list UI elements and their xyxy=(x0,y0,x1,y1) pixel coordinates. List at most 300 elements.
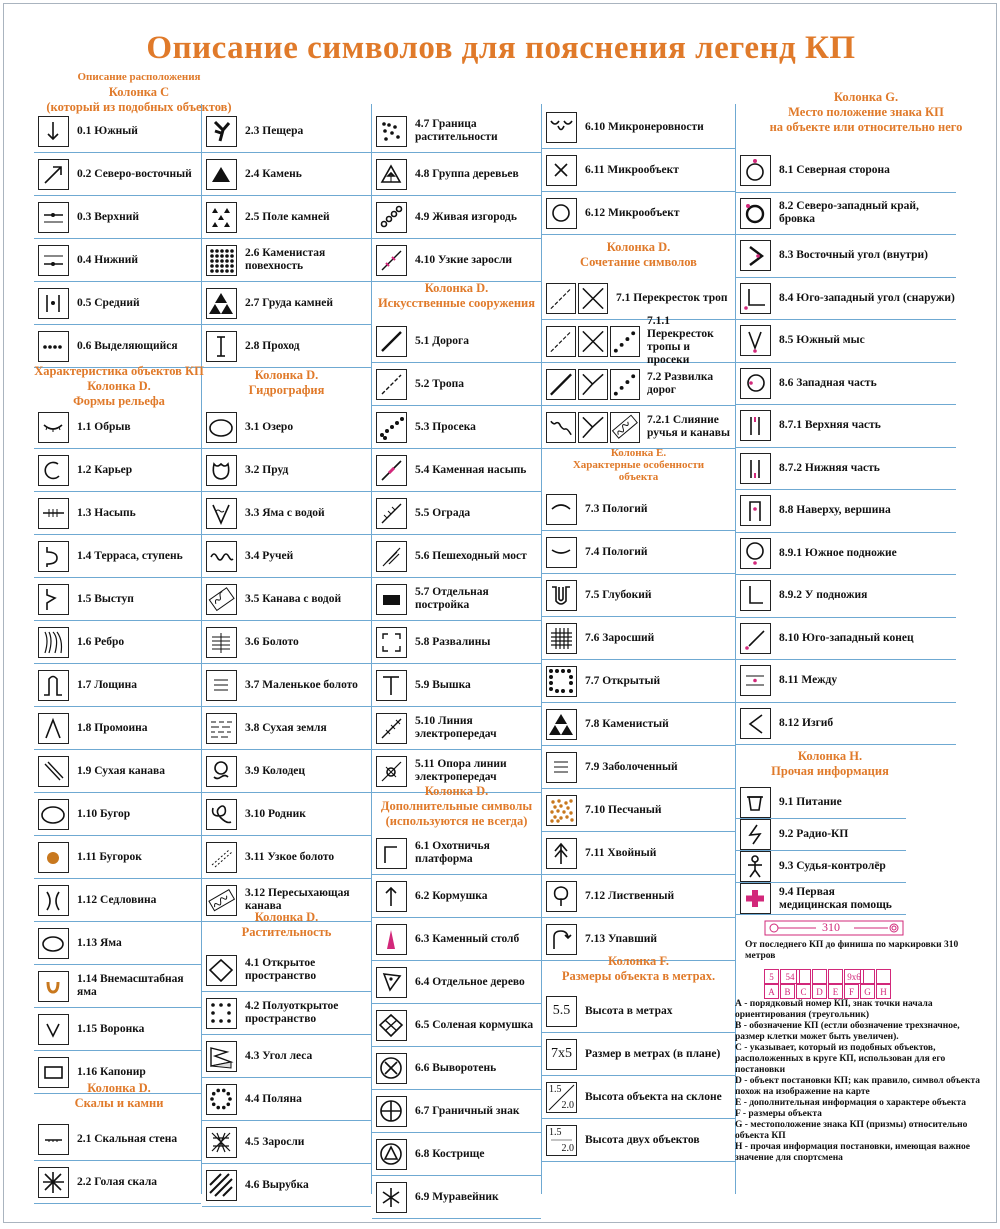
symbol-row[interactable] xyxy=(736,363,956,406)
symbol-label: 3.2 Пруд xyxy=(245,463,289,476)
note-line: G - местоположение знака КП (призмы) относительно объекта КП xyxy=(735,1120,968,1141)
symbol-row[interactable] xyxy=(202,1078,371,1121)
symbol-label: 4.7 Граница растительности xyxy=(415,118,498,143)
legend-letter: D xyxy=(812,984,827,999)
symbol-row[interactable] xyxy=(34,836,201,879)
symbol-row[interactable] xyxy=(736,819,906,851)
finish-distance-value: 310 xyxy=(822,920,840,934)
path-icon xyxy=(376,369,407,400)
legend-letter: H xyxy=(876,984,891,999)
header-line: Колонка Н. xyxy=(797,749,863,763)
column-header-d-man xyxy=(372,281,541,311)
bare-rock-icon xyxy=(38,1167,69,1198)
symbol-row[interactable] xyxy=(372,492,541,535)
note-line: А - порядковый номер КП, знак точки начала ориентирования (треугольник) xyxy=(735,999,933,1020)
symbol-row[interactable] xyxy=(542,488,735,531)
symbol-label: 8.4 Юго-западный угол (снаружи) xyxy=(779,291,955,304)
open-land-icon xyxy=(206,955,237,986)
symbol-row[interactable] xyxy=(372,1176,541,1219)
header-line: Описание расположения xyxy=(77,71,201,83)
symbol-row[interactable] xyxy=(202,535,371,578)
symbol-row[interactable] xyxy=(202,1035,371,1078)
symbol-row[interactable] xyxy=(372,621,541,664)
symbol-row[interactable] xyxy=(202,153,371,196)
symbol-row[interactable] xyxy=(34,239,201,282)
spur-icon xyxy=(38,584,69,615)
symbol-label: 7.5 Глубокий xyxy=(585,588,652,601)
symbol-label: 6.1 Охотничья платформа xyxy=(415,840,490,865)
symbol-label: 6.3 Каменный столб xyxy=(415,932,520,945)
symbol-label: 1.7 Лощина xyxy=(77,678,137,691)
symbol-row[interactable] xyxy=(34,492,201,535)
coniferous-icon xyxy=(546,838,577,869)
symbol-row[interactable] xyxy=(202,239,371,282)
symbol-label: 3.12 Пересыхающая канава xyxy=(245,887,350,912)
firm-ground-icon xyxy=(206,713,237,744)
symbol-code: 7x5 xyxy=(551,1046,572,1061)
column-header-d-relief xyxy=(24,364,214,409)
tower-icon xyxy=(376,670,407,701)
hunting-platform-icon xyxy=(376,838,407,869)
note-line: Е - дополнительная информация о характере объекта xyxy=(735,1098,966,1108)
symbol-label: 2.5 Поле камней xyxy=(245,210,330,223)
symbol-row[interactable] xyxy=(542,1076,735,1119)
rocky-icon xyxy=(546,709,577,740)
pond-icon xyxy=(206,455,237,486)
symbol-row[interactable] xyxy=(372,196,541,239)
symbol-row[interactable] xyxy=(34,449,201,492)
top-part-icon xyxy=(740,410,771,441)
gully-icon xyxy=(38,670,69,701)
symbol-row[interactable] xyxy=(202,282,371,325)
symbol-row[interactable] xyxy=(736,787,906,819)
symbol-label: 7.2.1 Слияние ручья и канавы xyxy=(647,414,730,439)
symbol-label: 4.5 Заросли xyxy=(245,1135,305,1148)
symbol-label: 9.4 Первая медицинская помощь xyxy=(779,885,892,911)
symbol-top: 1.5 xyxy=(549,1126,562,1138)
symbol-row[interactable] xyxy=(34,1118,201,1161)
symbol-row[interactable] xyxy=(736,703,956,746)
symbol-row[interactable] xyxy=(372,153,541,196)
boulder-icon xyxy=(206,159,237,190)
symbol-label: 9.3 Судья-контролёр xyxy=(779,860,886,872)
symbol-label: 6.12 Микрообъект xyxy=(585,206,680,219)
shallow2-icon xyxy=(546,537,577,568)
symbol-row[interactable] xyxy=(34,664,201,707)
rock-wall-icon xyxy=(38,1124,69,1155)
symbol-row[interactable] xyxy=(542,990,735,1033)
symbol-row[interactable] xyxy=(542,875,735,918)
veg-boundary-icon xyxy=(376,116,407,147)
sw-end-icon xyxy=(740,623,771,654)
symbol-row[interactable] xyxy=(34,1008,201,1051)
symbol-row[interactable] xyxy=(542,406,735,449)
hedge-icon xyxy=(376,202,407,233)
symbol-row[interactable] xyxy=(542,574,735,617)
boundary-stone-icon xyxy=(376,1096,407,1127)
column-header-f xyxy=(542,954,735,984)
header-line: Колонка Е. xyxy=(610,447,667,459)
small-pit-icon xyxy=(38,971,69,1002)
header-line: Колонка D. xyxy=(87,1081,151,1095)
symbol-row[interactable] xyxy=(202,492,371,535)
symbol-row[interactable] xyxy=(34,621,201,664)
symbol-label: 4.6 Вырубка xyxy=(245,1178,309,1191)
symbol-label: 3.6 Болото xyxy=(245,635,299,648)
stone-bank-icon xyxy=(376,455,407,486)
symbol-row[interactable] xyxy=(34,196,201,239)
symbol-row[interactable] xyxy=(542,1033,735,1076)
small-knoll-icon xyxy=(38,842,69,873)
symbol-row[interactable] xyxy=(202,1164,371,1207)
symbol-row[interactable] xyxy=(372,875,541,918)
symbol-label: 6.9 Муравейник xyxy=(415,1190,499,1203)
between-icon xyxy=(740,665,771,696)
sandy-icon xyxy=(546,795,577,826)
symbol-label: 6.7 Граничный знак xyxy=(415,1104,520,1117)
symbol-row[interactable] xyxy=(372,110,541,153)
note-line: В - обозначение КП (естли обозначение трехзначное, размер клетки может быть увеличен). xyxy=(735,1021,960,1042)
symbol-label: 5.8 Развалины xyxy=(415,635,491,648)
symbol-label: 8.2 Северо-западный край, бровка xyxy=(779,200,919,226)
header-line: Колонка D. xyxy=(254,910,319,924)
feeder-icon xyxy=(376,881,407,912)
symbol-label: 8.6 Западная часть xyxy=(779,376,877,389)
symbol-row[interactable] xyxy=(542,106,735,149)
header-line: Колонка G. xyxy=(833,90,899,104)
symbol-label: 4.1 Открытое пространство xyxy=(245,957,317,982)
symbol-label: 1.4 Терраса, ступень xyxy=(77,549,183,562)
symbol-row[interactable] xyxy=(372,664,541,707)
symbol-label: 5.6 Пешеходный мост xyxy=(415,549,527,562)
symbol-label: 8.10 Юго-западный конец xyxy=(779,631,914,644)
symbol-row[interactable] xyxy=(372,406,541,449)
legend-letter: B xyxy=(780,984,795,999)
legend-letter: G xyxy=(860,984,875,999)
note-line: D - объект постановки КП; как правило, символ объекта похож на изображение на карте xyxy=(735,1076,980,1097)
symbol-label: 2.3 Пещера xyxy=(245,124,304,137)
symbol-label: 9.1 Питание xyxy=(779,796,842,808)
symbol-label: 5.4 Каменная насыпь xyxy=(415,463,527,476)
column-header-e xyxy=(542,447,735,483)
symbol-row[interactable] xyxy=(372,363,541,406)
legend-sheet xyxy=(3,3,997,1223)
symbol-row[interactable] xyxy=(736,193,956,236)
height-icon xyxy=(546,996,577,1027)
symbol-row[interactable] xyxy=(34,282,201,325)
south-foot-icon xyxy=(740,538,771,569)
symbol-row[interactable] xyxy=(542,277,735,320)
symbol-row[interactable] xyxy=(372,578,541,621)
header-line: Характерные особенности xyxy=(572,459,705,471)
symbol-row[interactable] xyxy=(736,490,956,533)
symbol-label: 7.1 Перекресток троп xyxy=(616,291,728,304)
symbol-row[interactable] xyxy=(202,406,371,449)
symbol-row[interactable] xyxy=(542,617,735,660)
symbol-label: 4.3 Угол леса xyxy=(245,1049,313,1062)
legend-cell xyxy=(860,969,875,984)
symbol-label: 3.4 Ручей xyxy=(245,549,294,562)
symbol-row[interactable] xyxy=(372,961,541,1004)
symbol-row[interactable] xyxy=(34,750,201,793)
legend-letter: F xyxy=(844,984,859,999)
header-line: Сочетание символов xyxy=(580,255,697,269)
symbol-label: 1.16 Капонир xyxy=(77,1065,146,1078)
stream-icon xyxy=(206,541,237,572)
symbol-row[interactable] xyxy=(34,707,201,750)
symbol-row[interactable] xyxy=(542,531,735,574)
symbol-label: 5.10 Линия электропередач xyxy=(415,715,497,740)
header-line: Формы рельефа xyxy=(73,394,165,408)
symbol-row[interactable] xyxy=(372,1004,541,1047)
symbol-row[interactable] xyxy=(372,832,541,875)
narrow-thicket-icon xyxy=(376,245,407,276)
south-tip-icon xyxy=(740,325,771,356)
deep-icon xyxy=(546,580,577,611)
symbol-row[interactable] xyxy=(542,192,735,235)
fallen-icon xyxy=(546,924,577,955)
symbol-row[interactable] xyxy=(202,578,371,621)
symbol-row[interactable] xyxy=(372,1090,541,1133)
crossing-ride-part-3-icon xyxy=(610,326,640,357)
symbol-row[interactable] xyxy=(736,851,906,883)
header-line: Место положение знака КП xyxy=(788,105,944,119)
header-line: Колонка С xyxy=(108,85,170,99)
symbol-row[interactable] xyxy=(542,703,735,746)
symbol-row[interactable] xyxy=(202,196,371,239)
confluence-part-3-icon xyxy=(610,412,640,443)
symbol-label: 0.2 Северо-восточный xyxy=(77,167,192,180)
symbol-label: 3.11 Узкое болото xyxy=(245,850,335,863)
symbol-label: 5.5 Ограда xyxy=(415,506,471,519)
symbol-row[interactable] xyxy=(372,1133,541,1176)
symbol-row[interactable] xyxy=(542,363,735,406)
symbol-row[interactable] xyxy=(34,535,201,578)
header-line: Гидрография xyxy=(248,383,325,397)
north-side-icon xyxy=(740,155,771,186)
special-o-icon xyxy=(546,198,577,229)
symbol-row[interactable] xyxy=(736,448,956,491)
symbol-label: 4.4 Поляна xyxy=(245,1092,302,1105)
slope-height-icon xyxy=(546,1082,577,1113)
symbol-row[interactable] xyxy=(34,922,201,965)
narrow-marsh-icon xyxy=(206,842,237,873)
pylon-icon xyxy=(376,756,407,787)
symbol-row[interactable] xyxy=(542,832,735,875)
symbol-row[interactable] xyxy=(34,153,201,196)
symbol-row[interactable] xyxy=(34,578,201,621)
fence-icon xyxy=(376,498,407,529)
symbol-row[interactable] xyxy=(542,1119,735,1162)
small-marsh-icon xyxy=(206,670,237,701)
symbol-row[interactable] xyxy=(372,535,541,578)
symbol-row[interactable] xyxy=(542,746,735,789)
symbol-label: 7.2 Развилка дорог xyxy=(647,371,714,396)
symbol-row[interactable] xyxy=(736,235,956,278)
symbol-row[interactable] xyxy=(202,707,371,750)
symbol-label: 3.1 Озеро xyxy=(245,420,294,433)
arrow-down-icon xyxy=(38,116,69,147)
symbol-label: 8.1 Северная сторона xyxy=(779,164,890,177)
symbol-row[interactable] xyxy=(542,789,735,832)
symbol-label: 1.9 Сухая канава xyxy=(77,764,166,777)
symbol-row[interactable] xyxy=(34,879,201,922)
legend-notes xyxy=(735,999,991,1164)
header-line: Размеры объекта в метрах. xyxy=(561,969,716,983)
symbol-row[interactable] xyxy=(34,110,201,153)
legend-cell xyxy=(876,969,891,984)
thicket-icon xyxy=(206,1127,237,1158)
symbol-label: 1.13 Яма xyxy=(77,936,122,949)
symbol-label: 2.1 Скальная стена xyxy=(77,1132,178,1145)
symbol-label: 7.10 Песчаный xyxy=(585,803,662,816)
symbol-row[interactable] xyxy=(736,533,956,576)
symbol-row[interactable] xyxy=(202,110,371,153)
symbol-row[interactable] xyxy=(736,618,956,661)
cliff-icon xyxy=(38,412,69,443)
open-icon xyxy=(546,666,577,697)
foot-icon xyxy=(740,580,771,611)
symbol-label: 7.9 Заболоченный xyxy=(585,760,678,773)
two-heights-icon xyxy=(546,1125,577,1156)
symbol-label: 7.6 Заросший xyxy=(585,631,655,644)
symbol-label: 3.10 Родник xyxy=(245,807,306,820)
ruins-icon xyxy=(376,627,407,658)
junction-part-1-icon xyxy=(546,369,576,400)
crossing-icon xyxy=(546,283,608,314)
lower-icon xyxy=(38,245,69,276)
finish-description: От последнего КП до финиша по маркировки 310 метров xyxy=(745,940,959,961)
crossing-ride-part-2-icon xyxy=(578,326,608,357)
legend-letter: C xyxy=(796,984,811,999)
symbol-row[interactable] xyxy=(736,575,956,618)
middle-icon xyxy=(38,288,69,319)
symbol-row[interactable] xyxy=(542,315,735,366)
legend-cell: 9x6 xyxy=(844,969,864,984)
symbol-row[interactable] xyxy=(542,660,735,703)
legend-cell xyxy=(796,969,811,984)
symbol-label: 1.15 Воронка xyxy=(77,1022,145,1035)
west-part-icon xyxy=(740,368,771,399)
copse-icon xyxy=(376,159,407,190)
symbol-label: 6.5 Соленая кормушка xyxy=(415,1018,534,1031)
symbol-row[interactable] xyxy=(372,918,541,961)
symbol-label: 3.5 Канава с водой xyxy=(245,592,342,605)
ravine-icon xyxy=(38,713,69,744)
symbol-label: 2.2 Голая скала xyxy=(77,1175,158,1188)
symbol-row[interactable] xyxy=(34,325,201,368)
crossing-part-2-icon xyxy=(578,283,608,314)
symbol-row[interactable] xyxy=(372,320,541,363)
symbol-row[interactable] xyxy=(736,883,906,915)
symbol-label: Высота двух объектов xyxy=(585,1133,700,1146)
symbol-label: 1.11 Бугорок xyxy=(77,850,142,863)
symbol-row[interactable] xyxy=(202,664,371,707)
symbol-row[interactable] xyxy=(202,449,371,492)
symbol-bottom: 2.0 xyxy=(561,1142,574,1154)
junction-part-3-icon xyxy=(610,369,640,400)
symbol-row[interactable] xyxy=(202,1121,371,1164)
header-line: Скалы и камни xyxy=(74,1096,164,1110)
forest-corner-icon xyxy=(206,1041,237,1072)
legend-cell xyxy=(828,969,843,984)
symbol-row[interactable] xyxy=(372,707,541,750)
symbol-label: 2.6 Каменистая повехность xyxy=(245,247,326,272)
symbol-row[interactable] xyxy=(736,320,956,363)
symbol-row[interactable] xyxy=(372,1047,541,1090)
size-icon xyxy=(546,1039,577,1070)
symbol-row[interactable] xyxy=(34,793,201,836)
legend-letter: A xyxy=(764,984,779,999)
symbol-label: 7.13 Упавший xyxy=(585,932,658,945)
symbol-row[interactable] xyxy=(202,621,371,664)
symbol-label: 8.8 Наверху, вершина xyxy=(779,504,891,517)
header-line: Колонка D. xyxy=(87,379,151,393)
symbol-row[interactable] xyxy=(736,405,956,448)
cave-icon xyxy=(206,116,237,147)
symbol-row[interactable] xyxy=(736,278,956,321)
symbol-row[interactable] xyxy=(202,836,371,879)
radio-icon xyxy=(740,819,771,850)
symbol-label: 8.7.1 Верхняя часть xyxy=(779,419,881,432)
symbol-row[interactable] xyxy=(372,239,541,282)
symbol-row[interactable] xyxy=(542,149,735,192)
header-line: Колонка D. xyxy=(424,281,489,295)
symbol-row[interactable] xyxy=(34,406,201,449)
confluence-icon xyxy=(546,412,639,443)
semi-open-icon xyxy=(206,998,237,1029)
symbol-label: 9.2 Радио-КП xyxy=(779,828,849,840)
symbol-label: 8.9.2 У подножия xyxy=(779,589,868,602)
header-line: Характеристика объектов КП xyxy=(34,364,204,378)
legend-cell: 5 xyxy=(764,969,779,984)
symbol-label: 5.1 Дорога xyxy=(415,334,470,347)
symbol-label: 1.2 Карьер xyxy=(77,463,133,476)
symbol-label: 4.10 Узкие заросли xyxy=(415,253,513,266)
symbol-row[interactable] xyxy=(34,1161,201,1204)
symbol-bottom: 2.0 xyxy=(561,1099,574,1111)
symbol-code: 5.5 xyxy=(552,1003,571,1018)
column-header-g xyxy=(735,90,997,135)
confluence-part-1-icon xyxy=(546,412,576,443)
symbol-row[interactable] xyxy=(34,965,201,1008)
deciduous-icon xyxy=(546,881,577,912)
symbol-label: 0.3 Верхний xyxy=(77,210,140,223)
overgrown-icon xyxy=(546,623,577,654)
symbol-row[interactable] xyxy=(736,660,956,703)
symbol-row[interactable] xyxy=(736,150,956,193)
symbol-row[interactable] xyxy=(202,949,371,992)
symbol-row[interactable] xyxy=(202,325,371,368)
symbol-row[interactable] xyxy=(202,750,371,793)
symbol-row[interactable] xyxy=(202,992,371,1035)
marsh-icon xyxy=(206,627,237,658)
special-x-icon xyxy=(546,155,577,186)
symbol-label: 6.8 Кострище xyxy=(415,1147,485,1160)
embankment-icon xyxy=(38,498,69,529)
single-tree-icon xyxy=(376,967,407,998)
header-line: Растительность xyxy=(241,925,332,939)
symbol-row[interactable] xyxy=(202,793,371,836)
symbol-label: 7.8 Каменистый xyxy=(585,717,669,730)
finish-distance-marker xyxy=(764,918,904,938)
clearing-icon xyxy=(206,1084,237,1115)
symbol-label: Высота объекта на склоне xyxy=(585,1090,722,1103)
column-header-d-veg xyxy=(204,910,369,940)
symbol-row[interactable] xyxy=(372,449,541,492)
sw-corner-outside-icon xyxy=(740,283,771,314)
building-icon xyxy=(376,584,407,615)
